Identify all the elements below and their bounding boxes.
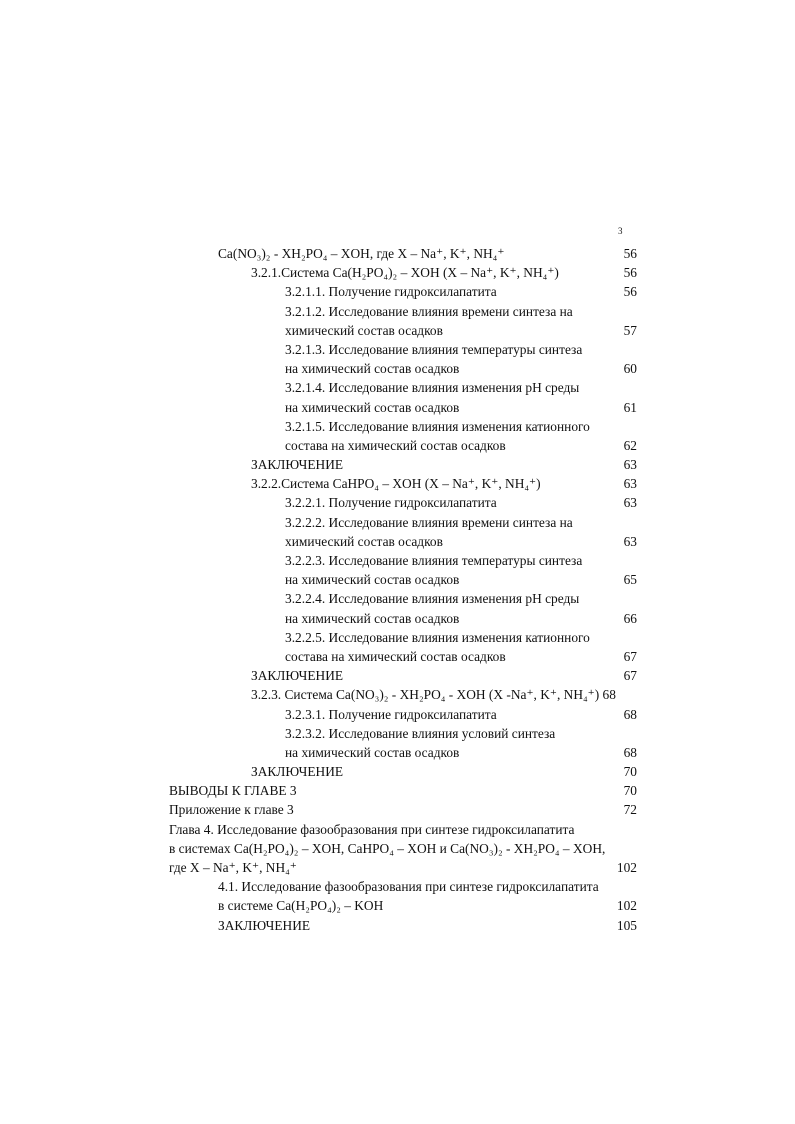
toc-entry-page: 63 xyxy=(623,533,637,549)
toc-entry xyxy=(0,532,795,551)
toc-entry-title: 3.2.1.3. Исследование влияния температуры синтеза xyxy=(285,341,583,357)
toc-entry xyxy=(0,570,795,589)
toc-entry-page: 56 xyxy=(623,265,637,281)
toc-entry-title: Глава 4. Исследование фазообразования при синтезе гидроксилапатита xyxy=(169,821,575,837)
toc-entry xyxy=(0,685,795,704)
toc-entry xyxy=(0,263,795,282)
toc-entry-page: 56 xyxy=(623,284,637,300)
toc-entry xyxy=(0,551,795,570)
toc-entry xyxy=(0,244,795,263)
toc-entry-title: на химический состав осадков xyxy=(285,610,460,626)
table-of-contents xyxy=(0,244,795,935)
toc-entry-title: ВЫВОДЫ К ГЛАВЕ 3 xyxy=(169,783,297,799)
toc-entry xyxy=(0,839,795,858)
toc-entry-title: ЗАКЛЮЧЕНИЕ xyxy=(251,668,344,684)
toc-entry-page: 68 xyxy=(623,706,637,722)
toc-entry-title: 3.2.2.Система CaHPO₄ – XOH (X – Na⁺, K⁺, NH₄⁺) xyxy=(251,476,541,492)
toc-entry-title: 3.2.2.3. Исследование влияния температуры синтеза xyxy=(285,553,583,568)
toc-entry xyxy=(0,820,795,839)
toc-entry xyxy=(0,455,795,474)
toc-entry xyxy=(0,666,795,685)
toc-entry xyxy=(0,724,795,743)
toc-entry-title: 3.2.2.2. Исследование влияния времени синтеза на xyxy=(285,514,573,530)
toc-entry xyxy=(0,378,795,397)
toc-entry-title: в системах Ca(H₂PO₄)₂ – XOH, CaHPO₄ – XOH и Ca(NO₃)₂ - XH₂PO₄ – XOH, xyxy=(169,840,606,856)
toc-entry-page: 66 xyxy=(623,610,637,626)
toc-entry-page: 105 xyxy=(616,917,637,933)
toc-entry-page: 57 xyxy=(623,322,637,338)
toc-entry-title: 3.2.1.5. Исследование влияния изменения катионного xyxy=(285,418,590,434)
toc-entry xyxy=(0,896,795,915)
toc-entry-title: Ca(NO₃)₂ - XH₂PO₄ – XOH, где X – Na⁺, K⁺, NH₄⁺ xyxy=(218,246,505,261)
toc-entry xyxy=(0,302,795,321)
toc-entry-page: 60 xyxy=(623,361,637,377)
toc-entry-title: состава на химический состав осадков xyxy=(285,437,506,453)
toc-entry-page: 63 xyxy=(623,495,637,511)
toc-entry xyxy=(0,282,795,301)
toc-entry xyxy=(0,609,795,628)
toc-entry xyxy=(0,781,795,800)
toc-entry xyxy=(0,628,795,647)
toc-entry xyxy=(0,858,795,877)
toc-entry-title: 3.2.2.4. Исследование влияния изменения pH среды xyxy=(285,591,580,607)
toc-entry-page: 63 xyxy=(623,476,637,492)
toc-entry xyxy=(0,513,795,532)
toc-entry-title: 3.2.2.1. Получение гидроксилапатита xyxy=(285,495,497,511)
toc-entry-title: химический состав осадков xyxy=(285,322,443,338)
toc-entry xyxy=(0,762,795,781)
toc-entry-title: 3.2.1.Система Ca(H₂PO₄)₂ – XOH (X – Na⁺, K⁺, NH₄⁺) xyxy=(251,265,559,281)
page-number: 3 xyxy=(618,226,623,236)
toc-entry-title: 3.2.3. Система Ca(NO₃)₂ - XH₂PO₄ - XOH (X -Na⁺, K⁺, NH₄⁺) 68 xyxy=(251,687,616,703)
toc-entry xyxy=(0,436,795,455)
toc-entry-title: ЗАКЛЮЧЕНИЕ xyxy=(251,764,344,780)
toc-entry-title: Приложение к главе 3 xyxy=(169,802,294,818)
toc-entry xyxy=(0,340,795,359)
toc-entry-page: 72 xyxy=(623,802,637,818)
toc-entry-title: на химический состав осадков xyxy=(285,361,460,377)
toc-entry-title: на химический состав осадков xyxy=(285,399,460,415)
toc-entry-title: 3.2.3.2. Исследование влияния условий синтеза xyxy=(285,725,556,741)
toc-entry-title: ЗАКЛЮЧЕНИЕ xyxy=(251,457,344,473)
toc-entry-page: 102 xyxy=(616,860,637,875)
toc-entry xyxy=(0,647,795,666)
toc-entry-page: 70 xyxy=(623,783,637,799)
toc-entry-title: состава на химический состав осадков xyxy=(285,648,506,664)
toc-entry xyxy=(0,474,795,493)
toc-entry xyxy=(0,705,795,724)
toc-entry-page: 102 xyxy=(616,898,637,914)
toc-entry xyxy=(0,493,795,512)
toc-entry-title: 3.2.3.1. Получение гидроксилапатита xyxy=(285,706,497,722)
toc-entry-page: 67 xyxy=(623,648,637,664)
toc-entry-title: в системе Ca(H₂PO₄)₂ – KOH xyxy=(218,898,384,914)
toc-entry-title: 3.2.2.5. Исследование влияния изменения катионного xyxy=(285,629,590,645)
toc-entry-page: 61 xyxy=(623,399,637,415)
toc-entry-title: где X – Na⁺, K⁺, NH₄⁺ xyxy=(169,860,297,875)
toc-entry xyxy=(0,877,795,896)
toc-entry-page: 63 xyxy=(623,457,637,473)
toc-entry-page: 68 xyxy=(623,744,637,760)
toc-entry xyxy=(0,589,795,608)
toc-entry xyxy=(0,417,795,436)
toc-entry-page: 56 xyxy=(623,246,637,261)
toc-entry xyxy=(0,916,795,935)
toc-entry-page: 70 xyxy=(623,764,637,780)
toc-entry xyxy=(0,743,795,762)
toc-entry xyxy=(0,321,795,340)
toc-entry-title: 4.1. Исследование фазообразования при синтезе гидроксилапатита xyxy=(218,879,599,895)
toc-entry-page: 65 xyxy=(623,572,637,588)
toc-entry-title: 3.2.1.2. Исследование влияния времени синтеза на xyxy=(285,303,573,319)
toc-entry-page: 67 xyxy=(623,668,637,684)
toc-entry xyxy=(0,800,795,819)
toc-entry-title: на химический состав осадков xyxy=(285,744,460,760)
toc-entry xyxy=(0,398,795,417)
toc-entry-title: химический состав осадков xyxy=(285,533,443,549)
toc-entry-page: 62 xyxy=(623,437,637,453)
toc-entry-title: 3.2.1.1. Получение гидроксилапатита xyxy=(285,284,497,300)
toc-entry-title: на химический состав осадков xyxy=(285,572,460,588)
toc-entry xyxy=(0,359,795,378)
toc-entry-title: 3.2.1.4. Исследование влияния изменения pH среды xyxy=(285,380,580,396)
toc-entry-title: ЗАКЛЮЧЕНИЕ xyxy=(218,917,311,933)
